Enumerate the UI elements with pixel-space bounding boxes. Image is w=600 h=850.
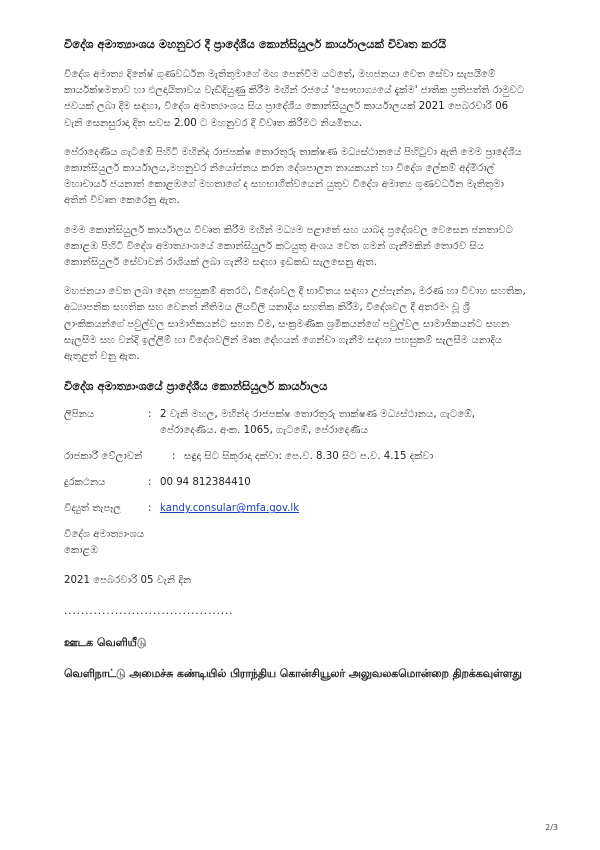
paragraph-3: මෙම කොන්සියුලර් කාර්යාලය විවෘත කිරීම මඟින් මධ්‍යම පළාතේ සහ යාබද ප්‍රදේශවල වෙසෙන ජනතාවට කොළඹ පිහිටි විදේශ අමාත්‍යාංශයේ කොන්සියුලර් කටයුතු අංශය වෙත ගමන් ගැනීමකින් තොරව සිය කොන්සියුලර් සේවාවන් රාශියක් ලබා ගැනීම සඳහා ඉඩකඩ සැලසෙනු ඇත. bbox=[64, 224, 513, 269]
email-row bbox=[64, 501, 526, 517]
signoff-ministry: විදේශ අමාත්‍යාංශය bbox=[64, 529, 145, 541]
office-heading: විදේශ අමාත්‍යාංශයේ ප්‍රාදේශීය කොන්සියුලර් කාර්යාලය bbox=[64, 379, 328, 394]
hours-row bbox=[64, 449, 526, 465]
hours-separator: : bbox=[172, 451, 176, 463]
phone-value: 00 94 812384410 bbox=[160, 477, 251, 489]
address-value: 2 වැනි මහල, මහින්ද රාජපක්ෂ තොරතුරු තාක්ෂණ මධ්‍යස්ථානය, ගැටඹේ, පේරාදෙණිය. අංක. 1065, ගැටඹේ, පේරාදෙණිය bbox=[160, 409, 476, 437]
paragraph-4: මහජනයා වෙත ලබා දෙන පහසුකම් අතරට, විදේශවල දී භාවිතය සඳහා උප්පැන්න, මරණ හා විවාහ සහතික, අධ්‍යාපනික සහතික සහ වෙනත් නීතිමය ලියවිලි යනාදිය සහතික කිරීම, විදේශවල දී අතරමං වූ ශ්‍රී ලාංකිකයන්ගේ පවුල්වල සාමාජිකයන්ට සහන වීම, සංක්‍රමණික ශ්‍රමිකයන්ගේ පවුල්වල සාමාජිකයන්ට සහන සැලසීම සහ වන්දි ඉල්ලීම් හා විදේශවලින් මෘත දේහයන් ගෙන්වා ගැනීම සඳහා පහසුකම් සැලසීම යනාදිය ඇතුළත් වනු ඇත. bbox=[64, 286, 526, 363]
address-separator: : bbox=[148, 409, 152, 421]
signoff-city: කොළඹ bbox=[64, 545, 98, 557]
email-value bbox=[160, 501, 526, 517]
paragraph-1: විදේශ අමාත්‍ය දිනේෂ් ගුණවර්ධන මැතිතුමාගේ මඟ පෙන්වීම යටතේ, මහජනයා වෙත සේවා සැපයීමේ කාර්යක්ෂමතාව හා ඵලදායිතාවය වැඩිදියුණු කිරීම මඟින් රජයේ 'සෞභාග්‍යයේ දැක්ම' ජාතික ප්‍රතිපත්ති රාමුවට ජවයක් ලබා දීම සඳහා, විදේශ අමාත්‍යාංශය සිය ප්‍රාදේශීය කොන්සියුලර් කාර්යාලයක් 2021 පෙබරවාරි 06 වැනි සෙනසුරාදා දින සවස 2.00 ට මහනුවර දී විවෘත කිරීමට නියමිතය. bbox=[64, 69, 525, 129]
email-separator: : bbox=[148, 503, 152, 515]
release-date: 2021 පෙබරවාරි 05 වැනි දින bbox=[64, 575, 192, 587]
email-link[interactable]: kandy.consular@mfa.gov.lk bbox=[160, 503, 300, 515]
address-row bbox=[64, 407, 526, 439]
phone-label: දුරකථනය bbox=[64, 477, 106, 489]
document-title: විදේශ අමාත්‍යාංශය මහනුවර දී ප්‍රාදේශීය කොන්සියුලර් කාර්යාලයක් විවෘත කරයි bbox=[64, 37, 447, 51]
tamil-heading: ஊடக வெளியீடு bbox=[64, 636, 147, 650]
page-number: 2/3 bbox=[545, 823, 558, 832]
dotted-separator: ........................................ bbox=[64, 606, 234, 618]
email-label: විද්‍යුත් තැපෑල bbox=[64, 503, 122, 515]
hours-label: රාජකාරී වේලාවන් bbox=[64, 451, 143, 463]
phone-row bbox=[64, 475, 526, 491]
address-label: ලිපිනය bbox=[64, 409, 95, 421]
paragraph-2: පේරාදෙණිය ගැටඹේ පිහිටි මහින්ද රාජපක්ෂ තොරතුරු තාක්ෂණ මධ්‍යස්ථානයේ පිහිටුවා ඇති මෙම ප්‍රාදේශීය කොන්සියුලර් කාර්යාලය,මහනුවර නියෝජනය කරන දේශපාලන නායකයන් හා විදේශ ලේකම් අද්මිරාල් මහාචාර්ය ජයනාත් කොළඹගේ මහතාගේ ද සහභාගීත්වයෙන් යුතුව විදේශ අමාත්‍ය ගුණවර්ධන මැතිතුමා අතින් විවෘත කෙරෙනු ඇත. bbox=[64, 146, 522, 207]
phone-separator: : bbox=[148, 477, 152, 489]
signoff bbox=[64, 527, 526, 559]
tamil-subheading: வெளிநாட்டு அமைச்சு கண்டியில் பிராந்திய கொன்சியூலர் அலுவலகமொன்றை திறக்கவுள்ளது bbox=[64, 667, 522, 681]
hours-value: සඳුදා සිට සිකුරාදා දක්වා: පෙ.ව. 8.30 සිට ප.ව. 4.15 දක්වා bbox=[184, 451, 434, 463]
